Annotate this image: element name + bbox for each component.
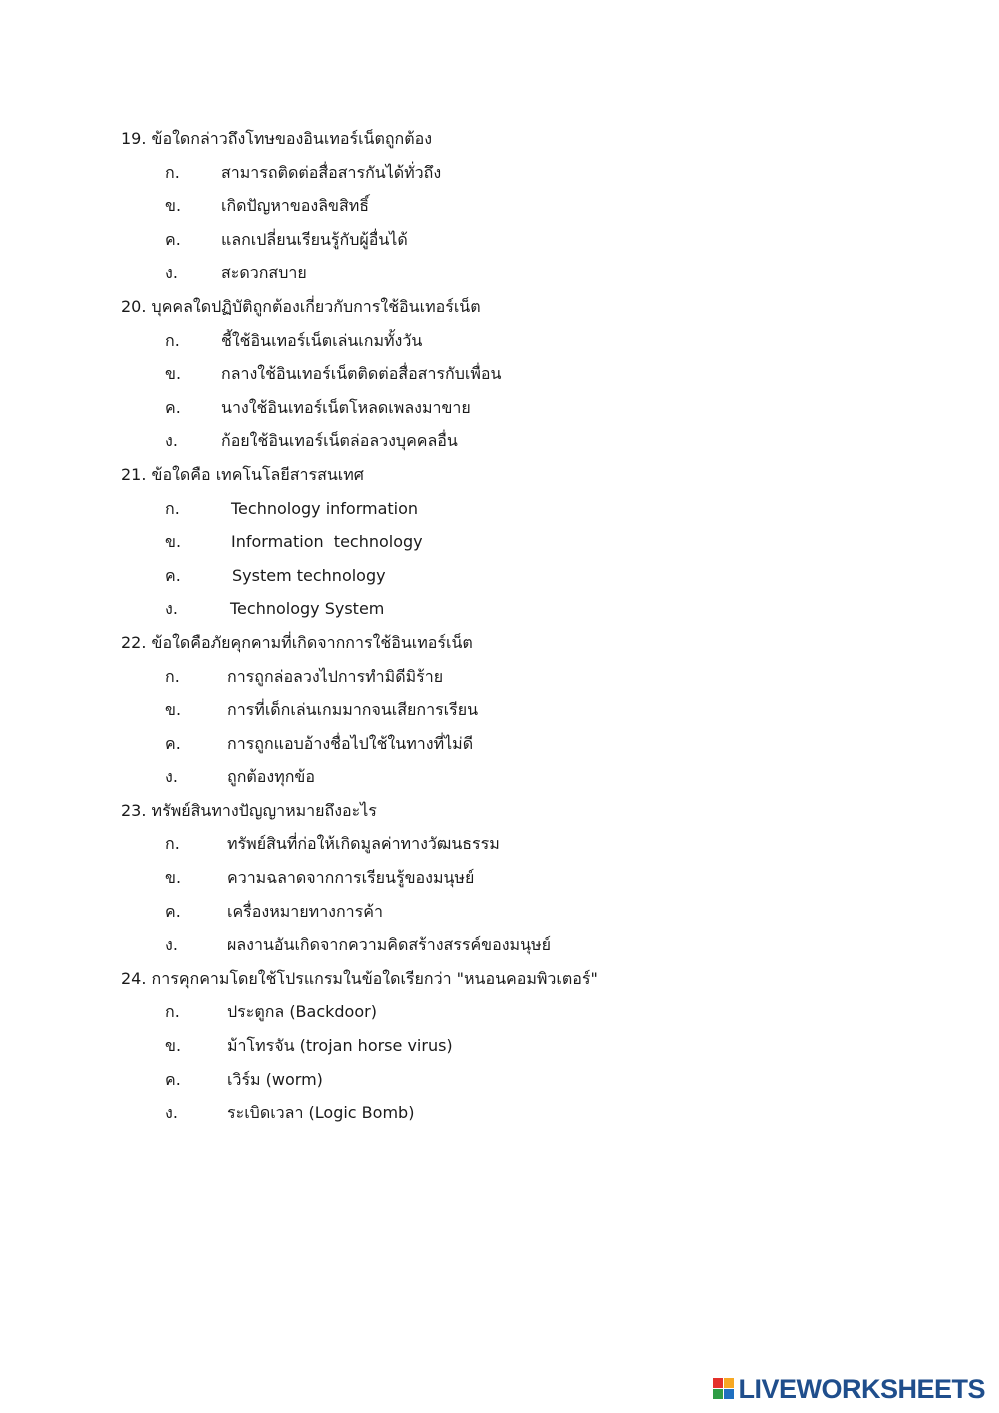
choice-item[interactable] — [121, 357, 941, 391]
choice-letter: ก. — [165, 162, 180, 182]
choice-letter: ค. — [165, 901, 181, 921]
choice-text: ความฉลาดจากการเรียนรู้ของมนุษย์ — [227, 868, 475, 888]
question-22 — [121, 626, 941, 794]
choice-text: กลางใช้อินเทอร์เน็ตติดต่อสื่อสารกับเพื่อน — [221, 364, 502, 384]
choice-item[interactable] — [121, 223, 941, 257]
choice-text: การถูกล่อลวงไปการทำมิดีมิร้าย — [227, 666, 444, 686]
choice-text: สะดวกสบาย — [221, 263, 307, 283]
choice-item[interactable] — [121, 660, 941, 694]
choice-text: การที่เด็กเล่นเกมมากจนเสียการเรียน — [227, 700, 479, 720]
choice-text: แลกเปลี่ยนเรียนรู้กับผู้อื่นได้ — [221, 229, 408, 249]
choice-item[interactable] — [121, 995, 941, 1029]
question-stem — [121, 794, 941, 828]
question-stem — [121, 458, 941, 492]
choice-item[interactable] — [121, 760, 941, 794]
choice-item[interactable] — [121, 592, 941, 626]
choice-text: Technology System — [230, 599, 385, 619]
choice-item[interactable] — [121, 1096, 941, 1130]
question-number: 23. — [121, 800, 147, 820]
choice-letter: ข. — [165, 364, 182, 384]
choice-text: ผลงานอันเกิดจากความคิดสร้างสรรค์ของมนุษย์ — [227, 935, 551, 955]
choice-item[interactable] — [121, 324, 941, 358]
choice-letter: ข. — [165, 196, 182, 216]
question-text: ข้อใดกล่าวถึงโทษของอินเทอร์เน็ตถูกต้อง — [151, 129, 433, 148]
question-list — [121, 122, 941, 1130]
liveworksheets-logo[interactable] — [713, 1372, 985, 1406]
choice-letter: ก. — [165, 666, 180, 686]
choice-item[interactable] — [121, 693, 941, 727]
question-number: 21. — [121, 464, 147, 484]
choice-letter: ก. — [165, 498, 180, 518]
choice-item[interactable] — [121, 256, 941, 290]
question-text: ข้อใดคือ เทคโนโลยีสารสนเทศ — [151, 464, 364, 484]
choice-text: ระเบิดเวลา (Logic Bomb) — [227, 1103, 415, 1123]
choice-letter: ก. — [165, 834, 180, 854]
choice-letter: ง. — [165, 263, 178, 283]
choice-item[interactable] — [121, 1063, 941, 1097]
question-number: 22. — [121, 632, 147, 652]
question-number: 19. — [121, 129, 147, 148]
choice-letter: ค. — [165, 1069, 181, 1089]
choice-text: ทรัพย์สินที่ก่อให้เกิดมูลค่าทางวัฒนธรรม — [227, 834, 500, 854]
choice-text: Information technology — [231, 532, 423, 552]
choice-text: ม้าโทรจัน (trojan horse virus) — [227, 1036, 453, 1056]
choice-letter: ข. — [165, 700, 182, 720]
question-21 — [121, 458, 941, 626]
choice-item[interactable] — [121, 492, 941, 526]
question-stem — [121, 962, 941, 996]
choice-text: ถูกต้องทุกข้อ — [227, 767, 315, 787]
logo-square-icon — [713, 1389, 723, 1399]
question-text: การคุกคามโดยใช้โปรแกรมในข้อใดเรียกว่า "หนอนคอมพิวเตอร์" — [151, 968, 598, 988]
choice-item[interactable] — [121, 895, 941, 929]
logo-square-icon — [724, 1378, 734, 1388]
choice-text: นางใช้อินเทอร์เน็ตโหลดเพลงมาขาย — [221, 397, 471, 417]
choice-item[interactable] — [121, 727, 941, 761]
choice-item[interactable] — [121, 861, 941, 895]
question-number: 24. — [121, 968, 147, 988]
choice-letter: ค. — [165, 229, 181, 249]
choice-letter: ข. — [165, 1036, 182, 1056]
question-24 — [121, 962, 941, 1130]
question-23 — [121, 794, 941, 962]
choice-item[interactable] — [121, 391, 941, 425]
question-text: บุคคลใดปฏิบัติถูกต้องเกี่ยวกับการใช้อินเทอร์เน็ต — [151, 296, 481, 316]
choice-text: เวิร์ม (worm) — [227, 1069, 323, 1089]
choice-item[interactable] — [121, 1029, 941, 1063]
question-text: ข้อใดคือภัยคุกคามที่เกิดจากการใช้อินเทอร์เน็ต — [151, 632, 473, 652]
choice-letter: ก. — [165, 330, 180, 350]
choice-letter: ค. — [165, 733, 181, 753]
choice-text: สามารถติดต่อสื่อสารกันได้ทั่วถึง — [221, 162, 442, 182]
choice-letter: ก. — [165, 1002, 180, 1022]
choice-text: เกิดปัญหาของลิขสิทธิ์ — [221, 196, 370, 216]
choice-text: System technology — [232, 565, 386, 585]
choice-letter: ง. — [165, 935, 178, 955]
choice-item[interactable] — [121, 525, 941, 559]
logo-square-icon — [724, 1389, 734, 1399]
question-20 — [121, 290, 941, 458]
choice-letter: ค. — [165, 565, 181, 585]
logo-text: LIVEWORKSHEETS — [738, 1374, 985, 1404]
question-stem — [121, 626, 941, 660]
choice-text: ประตูกล (Backdoor) — [227, 1002, 377, 1022]
choice-letter: ง. — [165, 431, 178, 451]
logo-square-icon — [713, 1378, 723, 1388]
choice-letter: ง. — [165, 767, 178, 787]
liveworksheets-logo-icon — [713, 1378, 735, 1400]
question-text: ทรัพย์สินทางปัญญาหมายถึงอะไร — [151, 800, 377, 820]
choice-item[interactable] — [121, 559, 941, 593]
choice-item[interactable] — [121, 424, 941, 458]
question-19 — [121, 122, 941, 290]
choice-text: ก้อยใช้อินเทอร์เน็ตล่อลวงบุคคลอื่น — [221, 431, 458, 451]
choice-item[interactable] — [121, 928, 941, 962]
choice-text: การถูกแอบอ้างชื่อไปใช้ในทางที่ไม่ดี — [227, 733, 474, 753]
question-stem — [121, 290, 941, 324]
choice-text: ชี้ใช้อินเทอร์เน็ตเล่นเกมทั้งวัน — [221, 330, 423, 350]
question-stem — [121, 122, 941, 156]
choice-text: Technology information — [231, 498, 419, 518]
choice-letter: ข. — [165, 868, 182, 888]
choice-letter: ค. — [165, 397, 181, 417]
choice-item[interactable] — [121, 189, 941, 223]
choice-text: เครื่องหมายทางการค้า — [227, 901, 383, 921]
choice-letter: ง. — [165, 1103, 178, 1123]
choice-item[interactable] — [121, 156, 941, 190]
choice-letter: ง. — [165, 599, 178, 619]
choice-letter: ข. — [165, 532, 182, 552]
question-number: 20. — [121, 296, 147, 316]
choice-item[interactable] — [121, 827, 941, 861]
